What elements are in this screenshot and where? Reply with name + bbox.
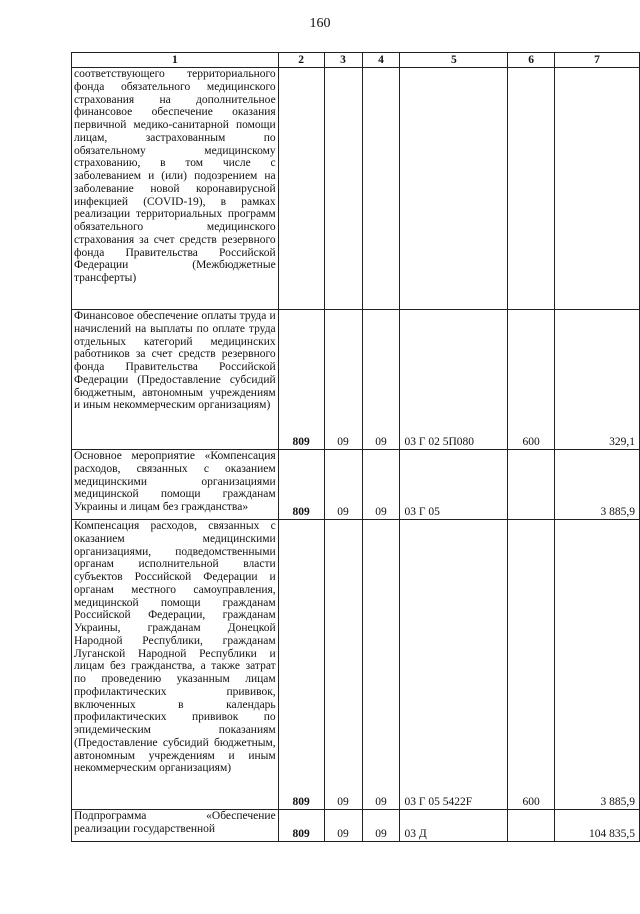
amount-text: 3 885,9 [600,796,635,809]
section-code-text: 09 [337,506,349,519]
row-target-code [400,520,508,810]
row-ministry-code [278,68,324,310]
ministry-code-text: 809 [292,796,310,809]
row-name-text: Основное мероприятие «Компенсация расходов, связанных с оказанием медицинскими организациями медицинской помощи гражданам Украины и лицам без гражданства» [74,450,276,513]
column-header-2: 2 [278,53,324,68]
row-name [72,810,279,842]
subsection-code-text: 09 [375,436,387,449]
target-code-text: 03 Г 05 [404,506,440,519]
row-amount [555,310,640,450]
subsection-code-text: 09 [375,828,387,841]
row-expense-type [508,450,555,520]
column-header-5: 5 [400,53,508,68]
budget-table [71,52,640,842]
section-code-text: 09 [337,828,349,841]
target-code-text: 03 Г 05 5422F [404,796,473,809]
subsection-code-text: 09 [375,506,387,519]
row-ministry-code [278,310,324,450]
row-name [72,450,279,520]
amount-text: 329,1 [609,436,635,449]
column-header-1: 1 [72,53,279,68]
target-code-text: 03 Г 02 5П080 [404,436,475,449]
row-section-code [324,810,362,842]
section-code-text: 09 [337,436,349,449]
row-target-code [400,310,508,450]
expense-type-text: 600 [522,436,540,449]
section-code-text: 09 [337,796,349,809]
row-amount [555,810,640,842]
row-name-text: соответствующего территориального фонда обязательного медицинского страхования на дополнительное финансовое обеспечение оказания первичной медико-санитарной помощи лицам, застрахованным по обязательному медицинскому страхованию, в том числе с заболеванием и (или) подозрением на заболевание новой коронавирусной инфекцией (COVID-19), в рамках реализации территориальных программ обязательного медицинского страхования за счет средств резервного фонда Правительства Российской Федерации (Межбюджетные трансферты) [74,68,276,284]
column-header-6: 6 [508,53,555,68]
ministry-code-text: 809 [292,506,310,519]
subsection-code-text: 09 [375,796,387,809]
row-amount [555,520,640,810]
column-header-4: 4 [362,53,400,68]
ministry-code-text: 809 [292,828,310,841]
row-ministry-code [278,450,324,520]
table-header-row [72,53,640,68]
table-row [72,450,640,520]
row-subsection-code [362,810,400,842]
table-row [72,310,640,450]
row-name-text: Подпрограмма «Обеспечение реализации государственной [74,810,276,835]
page-number: 160 [309,16,331,31]
row-ministry-code [278,810,324,842]
row-subsection-code [362,450,400,520]
table-row [72,810,640,842]
row-expense-type [508,520,555,810]
row-subsection-code [362,520,400,810]
amount-text: 104 835,5 [589,828,635,841]
row-section-code [324,450,362,520]
table-row [72,68,640,310]
row-name-text: Финансовое обеспечение оплаты труда и начислений на выплаты по оплате труда отдельных категорий медицинских работников за счет средств резервного фонда Правительства Российской Федерации (Предоставление субсидий бюджетным, автономным учреждениям и иным некоммерческим организациям) [74,310,276,412]
ministry-code-text: 809 [292,436,310,449]
row-section-code [324,68,362,310]
row-expense-type [508,810,555,842]
column-header-3: 3 [324,53,362,68]
row-name-text: Компенсация расходов, связанных с оказанием медицинскими организациями, подведомственными органам исполнительной власти субъектов Российской Федерации и органам местного самоуправления, медицинской помощи гражданам Российской Федерации, гражданам Украины, гражданам Донецкой Народной Республики, гражданам Луганской Народной Республики и лицам без гражданства, а также затрат по проведению указанным лицам профилактических прививок, включенных в календарь профилактических прививок по эпидемическим показаниям (Предоставление субсидий бюджетным, автономным учреждениям и иным некоммерческим организациям) [74,520,276,775]
row-name [72,310,279,450]
table-row [72,520,640,810]
row-name [72,68,279,310]
target-code-text: 03 Д [404,828,427,841]
row-expense-type [508,68,555,310]
column-header-7: 7 [555,53,640,68]
row-amount [555,450,640,520]
row-section-code [324,310,362,450]
row-target-code [400,450,508,520]
row-name [72,520,279,810]
row-target-code [400,810,508,842]
amount-text: 3 885,9 [600,506,635,519]
expense-type-text: 600 [522,796,540,809]
row-section-code [324,520,362,810]
row-subsection-code [362,68,400,310]
row-ministry-code [278,520,324,810]
row-subsection-code [362,310,400,450]
row-amount [555,68,640,310]
row-target-code [400,68,508,310]
row-expense-type [508,310,555,450]
